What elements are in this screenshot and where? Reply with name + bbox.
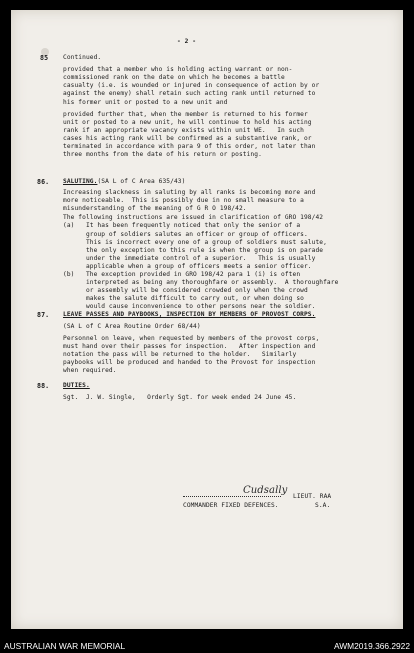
text-line: would cause inconvenience to other persons near the soldier. [63,303,316,311]
text-line: This is incorrect every one of a group of soldiers must salute, [63,238,327,246]
signature-title: COMMANDER FIXED DEFENCES. [183,502,279,509]
text-line: under the immediate control of a superior. This is usually [63,254,316,262]
text-line: (b) The exception provided in GRO 198/42 para 1 (i) is often [63,271,301,278]
section-86-heading [63,178,185,186]
text-line: unit or posted to a new unit, he will continue to hold his acting [63,118,312,126]
footer-institution: AUSTRALIAN WAR MEMORIAL [4,641,126,651]
text-line: three months from the date of his return or posting. [63,151,262,159]
section-86-ref: (SA L of C Area 635/43) [97,178,186,185]
text-line: commissioned rank on the date on which he becomes a battle [63,74,285,82]
text-line: terminated in accordance with para 9 of this order, not later than [63,143,316,150]
text-line: his former unit or posted to a new unit and [63,98,228,106]
text-line: Personnel on leave, when requested by members of the provost corps, [63,335,320,342]
text-line: casualty (i.e. is wounded or injured in consequence of action by or [63,82,320,90]
text-line: against the enemy) shall retain such acting rank until returned to [63,90,316,98]
page-number: - 2 - [177,38,197,45]
footer-accession-number: AWM2019.366.2922 [333,641,410,651]
document-page [11,10,403,629]
text-line: provided further that, when the member is returned to his former [63,110,308,118]
text-line: must hand over their passes for inspection. After inspection and [63,343,316,351]
text-line: (a) It has been frequently noticed that only the senior of a [63,222,301,230]
text-line: Increasing slackness in saluting by all ranks is becoming more and [63,189,316,196]
text-line: provided that a member who is holding acting warrant or non- [63,66,293,74]
text-line: or assembly will be considered crowded only when the crowd [63,287,308,295]
section-87-title: LEAVE PASSES AND PAYBOOKS, INSPECTION BY MEMBERS OF PROVOST CORPS. [63,311,316,318]
text-line: notation the pass will be returned to the holder. Similarly [63,351,297,359]
text-line: rank if an appropriate vacancy exists within unit WE. In such [63,126,304,134]
text-line: the only exception to this rule is when the group is on parade [63,246,324,254]
text-line: group of soldiers salutes an officer or group of officers. [63,230,308,238]
text-line: when required. [63,367,117,375]
signature-rank: LIEUT. RAA [293,493,332,500]
section-88-number: 88. [37,382,50,390]
section-88-line: Sgt. J. W. Single, Orderly Sgt. for week ended 24 June 45. [63,394,297,401]
text-line: applicable when a group of officers meets a senior officer. [63,262,312,270]
section-86-number: 86. [37,178,50,186]
section-87-ref: (SA L of C Area Routine Order 68/44) [63,323,201,330]
handwritten-signature: Cudsally [243,485,288,496]
text-line: makes the salute difficult to carry out, or when doing so [63,295,304,303]
section-88-title: DUTIES. [63,382,90,389]
section-85-number: 85 [40,54,49,62]
section-86-title: SALUTING. [63,178,98,185]
text-line: The following instructions are issued in clarification of GRO 198/42 [63,214,324,222]
text-line: interpreted as being any thoroughfare or assembly. A thoroughfare [63,279,339,287]
signature-place: S.A. [315,502,331,509]
signature-dotted-line [183,496,281,497]
footer-bar [0,640,414,653]
text-line: more noticeable. This is possibly due in no small measure to a [63,197,304,205]
text-line: paybooks will be produced and handed to the Provost for inspection [63,359,316,367]
section-87-number: 87. [37,311,50,319]
text-line: Continued. [63,54,102,61]
text-line: cases his acting rank will be confirmed as a substantive rank, or [63,134,312,142]
text-line: misunderstanding of the meaning of G R O 198/42. [63,205,247,213]
